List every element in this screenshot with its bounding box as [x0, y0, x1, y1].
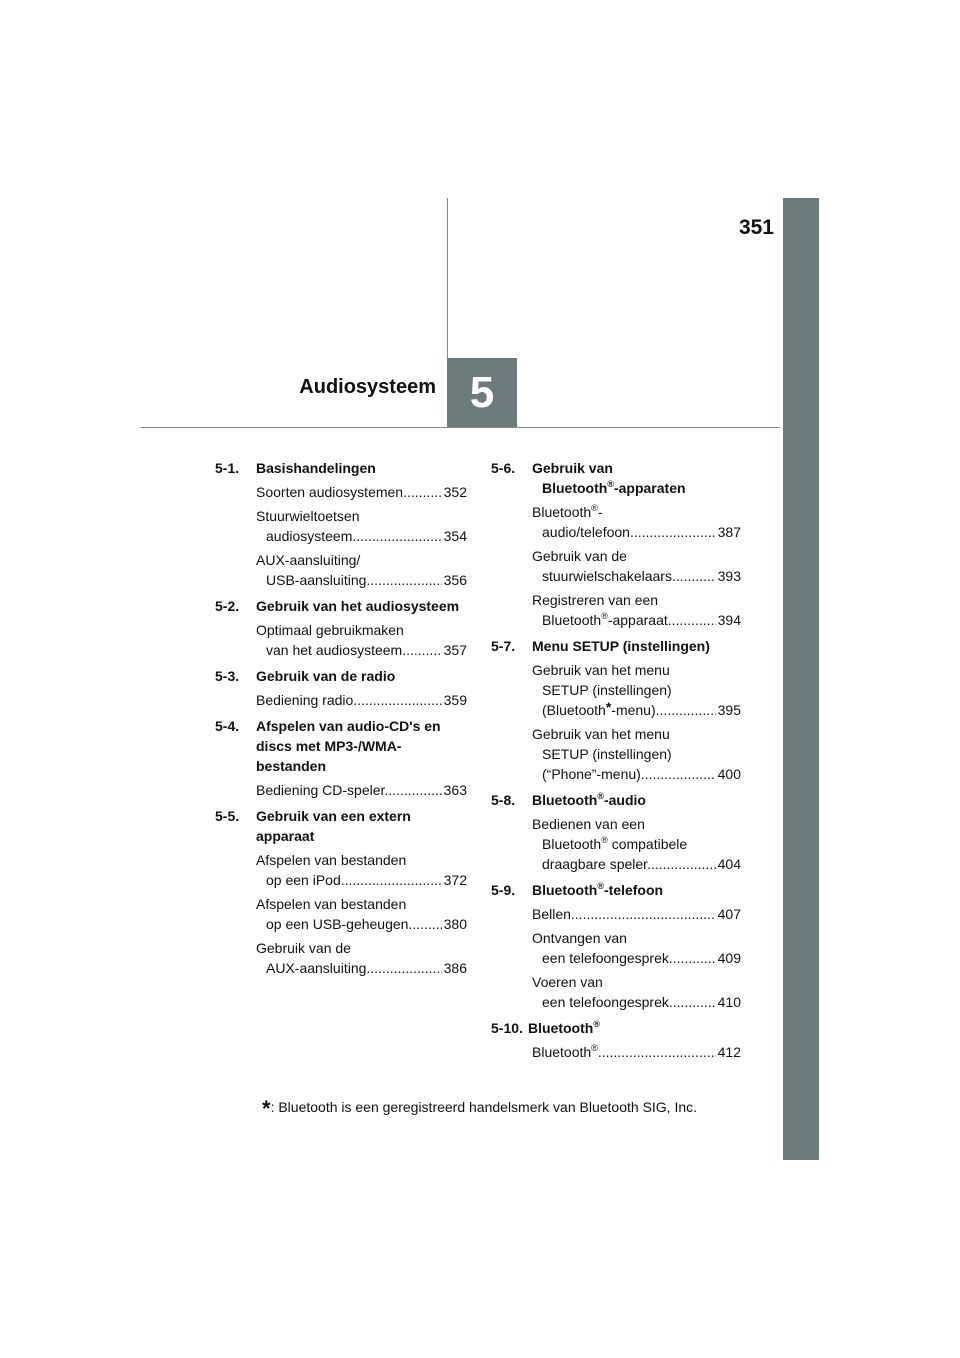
entry-text: een telefoongesprek .....	[532, 948, 716, 968]
entry-text: Afspelen van bestanden	[256, 896, 407, 912]
toc-entry[interactable]	[256, 620, 467, 660]
toc-section-5-1	[215, 458, 467, 590]
entry-text: Voeren van	[532, 974, 603, 990]
entry-text: AUX-aansluiting .....	[256, 958, 442, 978]
toc-column-left	[215, 458, 467, 984]
entry-text: Gebruik van het menu	[532, 662, 670, 678]
entry-text: AUX-aansluiting/	[256, 552, 361, 568]
section-number: 5-9.	[491, 882, 516, 898]
toc-entry[interactable]	[256, 482, 467, 502]
entry-page: 410	[717, 994, 741, 1010]
entry-text: Bediening CD-speler .....	[256, 780, 442, 800]
toc-entry[interactable]	[256, 550, 467, 590]
section-number: 5-8.	[491, 792, 516, 808]
entry-text: audiosysteem .....	[256, 526, 442, 546]
entry-text: USB-aansluiting .....	[256, 570, 442, 590]
page-number: 351	[738, 216, 774, 239]
entry-text: audio/telefoon .....	[532, 522, 716, 542]
toc-entry[interactable]	[532, 972, 741, 1012]
entry-page: 394	[717, 612, 741, 628]
section-title: Gebruik van Bluetooth®-apparaten	[532, 460, 686, 496]
section-number: 5-1.	[215, 460, 240, 476]
section-title: Gebruik van de radio	[256, 668, 396, 684]
toc-section-5-3	[215, 666, 467, 710]
entry-text: Gebruik van de	[256, 940, 351, 956]
footnote-mark: *	[262, 1096, 271, 1121]
section-title: Gebruik van het audiosysteem	[256, 598, 460, 614]
toc-section-5-9	[491, 880, 741, 1012]
toc-column-right	[491, 458, 741, 1068]
section-number: 5-4.	[215, 718, 240, 734]
section-title: Menu SETUP (instellingen)	[532, 638, 710, 654]
toc-section-5-2	[215, 596, 467, 660]
entry-page: 380	[443, 916, 467, 932]
entry-text: Bluetooth®-apparaat .....	[532, 610, 716, 630]
entry-text: Ontvangen van	[532, 930, 627, 946]
toc-entry[interactable]	[532, 928, 741, 968]
entry-text: SETUP (instellingen)	[542, 746, 672, 762]
toc-section-5-5	[215, 806, 467, 978]
entry-page: 387	[717, 524, 741, 540]
entry-text: Bluetooth® compatibele	[542, 835, 688, 852]
section-number: 5-7.	[491, 638, 516, 654]
footnote	[262, 1096, 782, 1122]
toc-entry[interactable]	[532, 724, 741, 784]
entry-page: 400	[717, 766, 741, 782]
entry-page: 354	[443, 528, 467, 544]
toc-entry[interactable]	[532, 590, 741, 630]
entry-page: 356	[443, 572, 467, 588]
vertical-divider	[447, 198, 448, 360]
toc-entry[interactable]	[532, 502, 741, 542]
entry-text: Bediening radio .....	[256, 690, 442, 710]
toc-entry[interactable]	[256, 780, 467, 800]
chapter-side-tab	[783, 198, 819, 1160]
entry-text: Gebruik van het menu	[532, 726, 670, 742]
entry-text: Stuurwieltoetsen	[256, 508, 360, 524]
entry-text: Bellen .....	[532, 904, 716, 924]
section-title: Afspelen van audio-CD's en discs met MP3-/WMA-bestanden	[256, 718, 441, 774]
toc-entry[interactable]	[256, 506, 467, 546]
horizontal-divider	[140, 427, 780, 428]
chapter-title: Audiosysteem	[299, 376, 436, 398]
toc-entry[interactable]	[532, 660, 741, 720]
entry-text: Bluetooth®-	[532, 503, 603, 520]
entry-page: 393	[717, 568, 741, 584]
section-title: Bluetooth®-telefoon	[532, 881, 664, 898]
toc-entry[interactable]	[532, 904, 741, 924]
entry-text: Soorten audiosystemen .....	[256, 482, 442, 502]
section-number: 5-2.	[215, 598, 240, 614]
entry-text: (“Phone”-menu) .....	[532, 764, 716, 784]
section-number: 5-3.	[215, 668, 240, 684]
section-number: 5-5.	[215, 808, 240, 824]
section-title: Bluetooth®-audio	[532, 791, 646, 808]
footnote-text: : Bluetooth is een geregistreerd handelsmerk van Bluetooth SIG, Inc.	[270, 1099, 698, 1115]
entry-text: Registreren van een	[532, 592, 659, 608]
section-title: Gebruik van een extern apparaat	[256, 808, 411, 844]
entry-page: 386	[443, 960, 467, 976]
entry-page: 372	[443, 872, 467, 888]
toc-entry[interactable]	[256, 850, 467, 890]
toc-section-5-7	[491, 636, 741, 784]
toc-section-5-10	[491, 1018, 741, 1062]
entry-text: Afspelen van bestanden	[256, 852, 407, 868]
toc-entry[interactable]	[532, 1042, 741, 1062]
entry-text: draagbare speler .....	[532, 854, 716, 874]
entry-page: 404	[717, 856, 741, 872]
section-title: Basishandelingen	[256, 460, 376, 476]
entry-text: Optimaal gebruikmaken	[256, 622, 404, 638]
entry-page: 395	[717, 702, 741, 718]
entry-text: Bluetooth® .....	[532, 1042, 716, 1062]
toc-section-5-4	[215, 716, 467, 800]
toc-section-5-6	[491, 458, 741, 630]
entry-page: 409	[717, 950, 741, 966]
entry-page: 363	[443, 782, 467, 798]
entry-text: SETUP (instellingen)	[542, 682, 672, 698]
entry-text: van het audiosysteem .....	[256, 640, 442, 660]
entry-text: stuurwielschakelaars .....	[532, 566, 716, 586]
entry-page: 412	[717, 1044, 741, 1060]
entry-text: op een USB-geheugen .....	[256, 914, 442, 934]
toc-entry[interactable]	[532, 814, 741, 874]
entry-text: (Bluetooth*-menu) .....	[532, 700, 716, 720]
toc-section-5-8	[491, 790, 741, 874]
entry-text: een telefoongesprek .....	[532, 992, 716, 1012]
entry-page: 352	[443, 484, 467, 500]
entry-text: Gebruik van de	[532, 548, 627, 564]
section-number: 5-10.	[491, 1020, 523, 1036]
entry-page: 407	[717, 906, 741, 922]
section-title: Bluetooth®	[528, 1019, 600, 1036]
toc-entry[interactable]	[256, 894, 467, 934]
toc-entry[interactable]	[256, 690, 467, 710]
chapter-number-box: 5	[447, 358, 517, 428]
entry-text: op een iPod .....	[256, 870, 442, 890]
toc-entry[interactable]	[256, 938, 467, 978]
toc-entry[interactable]	[532, 546, 741, 586]
section-number: 5-6.	[491, 460, 516, 476]
entry-text: Bedienen van een	[532, 816, 645, 832]
entry-page: 357	[443, 642, 467, 658]
entry-page: 359	[443, 692, 467, 708]
